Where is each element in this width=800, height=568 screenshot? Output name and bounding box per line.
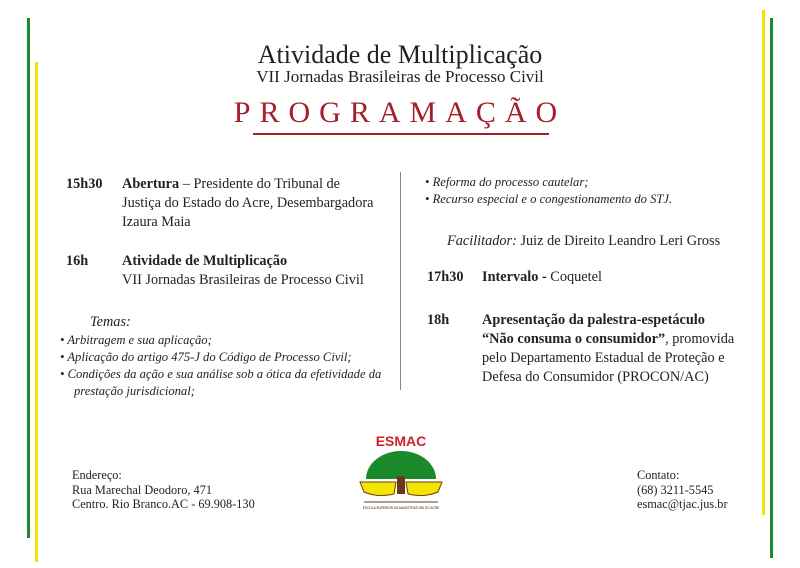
endereco-label: Endereço:	[72, 468, 122, 482]
temas-list-continued	[425, 174, 755, 208]
list-item: • Aplicação do artigo 475-J do Código de Processo Civil;	[60, 350, 352, 364]
facilitador-label: Facilitador:	[447, 233, 517, 249]
time-16h: 16h	[66, 253, 89, 269]
list-item: • Condições da ação e sua análise sob a ótica da efetividade da prestação jurisdicional;	[60, 367, 382, 398]
right-scale-pan	[406, 482, 442, 496]
abertura-item	[122, 175, 382, 232]
left-yellow-bar	[35, 62, 38, 562]
logo-text: ESMAC	[375, 433, 427, 449]
facilitador-line	[447, 232, 767, 251]
abertura-text: – Presidente do Tribunal de Justiça do Estado do Acre, Desembargadora Izaura Maia	[122, 176, 374, 230]
list-item: • Reforma do processo cautelar;	[425, 175, 589, 189]
endereco-city: Centro. Rio Branco.AC - 69.908-130	[72, 497, 255, 511]
temas-label: Temas:	[90, 314, 131, 330]
intervalo-item	[482, 268, 602, 287]
tree-trunk	[397, 476, 405, 494]
heading-underline	[253, 133, 549, 135]
esmac-logo-graphic	[356, 432, 446, 512]
list-item: • Recurso especial e o congestionamento do STJ.	[425, 192, 673, 206]
intervalo-heading: Intervalo -	[482, 269, 547, 285]
contato-email: esmac@tjac.jus.br	[637, 497, 728, 511]
atividade-item	[122, 252, 392, 290]
list-item: • Arbitragem e sua aplicação;	[60, 333, 212, 347]
contato-block	[637, 468, 728, 512]
page-title: Atividade de Multiplicação	[257, 40, 543, 69]
atividade-line2: VII Jornadas Brasileiras de Processo Civil	[122, 272, 364, 288]
time-1530: 15h30	[66, 176, 103, 192]
programacao-heading: PROGRAMAÇÃO	[233, 96, 567, 129]
palestra-heading: Apresentação da palestra-espetáculo	[482, 312, 705, 328]
column-divider	[400, 172, 401, 390]
esmac-logo	[356, 432, 446, 512]
logo-tagline: ESCOLA SUPERIOR DA MAGISTRATURA DO ACRE	[362, 506, 440, 510]
contato-phone: (68) 3211-5545	[637, 482, 714, 497]
atividade-heading: Atividade de Multiplicação	[122, 253, 288, 269]
page-subtitle: VII Jornadas Brasileiras de Processo Civil	[256, 67, 544, 86]
left-scale-pan	[360, 482, 396, 496]
time-18h: 18h	[427, 312, 450, 328]
palestra-text: , promovida pelo Departamento Estadual de Proteção e Defesa do Consumidor (PROCON/AC)	[482, 331, 735, 385]
tree-canopy	[366, 451, 436, 479]
palestra-item	[482, 311, 752, 387]
endereco-block	[72, 468, 255, 512]
palestra-quote: “Não consuma o consumidor”	[482, 331, 666, 347]
time-1730: 17h30	[427, 269, 464, 285]
endereco-street: Rua Marechal Deodoro, 471	[72, 482, 213, 497]
intervalo-text: Coquetel	[546, 269, 602, 285]
facilitador-text: Juiz de Direito Leandro Leri Gross	[516, 233, 721, 249]
abertura-heading: Abertura	[122, 176, 180, 192]
contato-label: Contato:	[637, 468, 680, 482]
temas-list	[60, 332, 390, 400]
